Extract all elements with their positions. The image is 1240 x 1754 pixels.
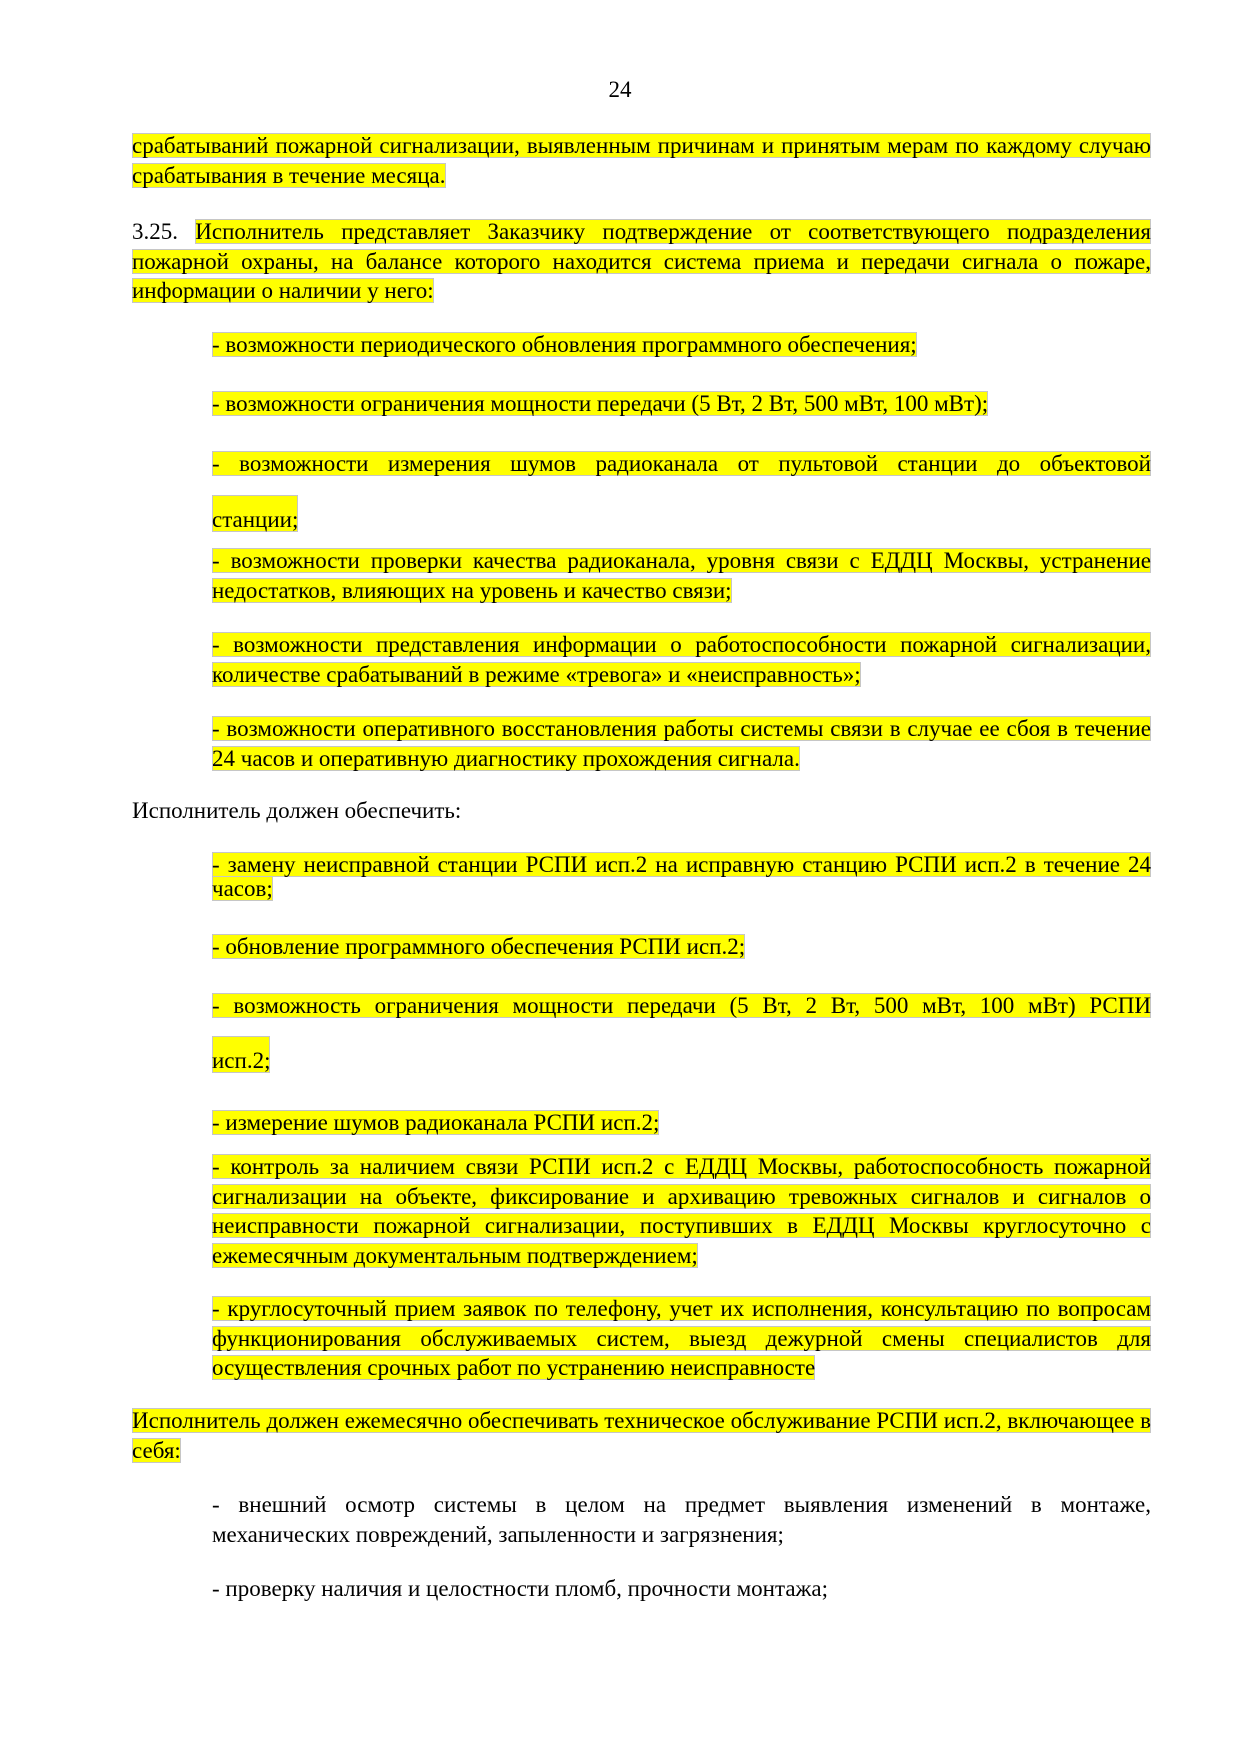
highlighted-text: Исполнитель должен ежемесячно обеспечивать техническое обслуживание РСПИ исп.2, включающее в себя: [132,1408,1151,1463]
section-heading-highlighted [132,1406,1151,1465]
list-item: - проверку наличия и целостности пломб, прочности монтажа; [212,1576,829,1601]
highlighted-text: - возможности периодического обновления программного обеспечения; [212,332,917,357]
highlighted-text: исп.2; [212,1036,270,1073]
list-item-continuation [212,500,1151,540]
section-heading: Исполнитель должен обеспечить: [132,798,462,823]
clause-number: 3.25. [132,219,178,244]
highlighted-text: - возможности измерения шумов радиоканала от пультовой станции до объектовой [212,451,1151,476]
paragraph-3-25 [132,217,1151,306]
list-item [212,389,1151,419]
list-item [212,630,1151,689]
highlighted-text: - возможность ограничения мощности передачи (5 Вт, 2 Вт, 500 мВт, 100 мВт) РСПИ [212,993,1151,1018]
highlighted-text: - измерение шумов радиоканала РСПИ исп.2; [212,1110,660,1135]
list-item [212,1294,1151,1383]
paragraph-3-24-continuation [132,131,1151,190]
list-item [212,449,1151,479]
list-item [212,330,1151,360]
list-item-continuation [212,1041,1151,1081]
list-item: - внешний осмотр системы в целом на предмет выявления изменений в монтаже, механических повреждений, запыленности и загрязнения; [212,1492,1151,1547]
list-item [212,853,1151,901]
list-item [212,714,1151,773]
highlighted-text: - круглосуточный прием заявок по телефону, учет их исполнения, консультацию по вопросам функционирования обслуживаемых систем, выезд дежурной смены специалистов для осуществления срочных работ по устранению неисправносте [212,1296,1151,1380]
highlighted-text: - обновление программного обеспечения РСПИ исп.2; [212,934,746,959]
highlighted-text: Исполнитель представляет Заказчику подтверждение от соответствующего подразделения пожарной охраны, на балансе которого находится система приема и передачи сигнала о пожаре, информации о наличии у него: [132,219,1151,303]
highlighted-text: - возможности ограничения мощности передачи (5 Вт, 2 Вт, 500 мВт, 100 мВт); [212,391,989,416]
list-item [212,546,1151,605]
highlighted-text: - возможности представления информации о работоспособности пожарной сигнализации, количестве срабатываний в режиме «тревога» и «неисправность»; [212,632,1151,687]
highlighted-text: - контроль за наличием связи РСПИ исп.2 с ЕДДЦ Москвы, работоспособность пожарной сигнализации на объекте, фиксирование и архивацию тревожных сигналов и сигналов о неисправности пожарной сигнализации, поступивших в ЕДДЦ Москвы круглосуточно с ежемесячным документальным подтверждением; [212,1154,1151,1268]
highlighted-text: срабатываний пожарной сигнализации, выявленным причинам и принятым мерам по каждому случаю срабатывания в течение месяца. [132,133,1151,188]
list-item [212,1108,1151,1138]
highlighted-text: станции; [212,495,298,532]
list-item [212,1152,1151,1270]
list-item [212,932,1151,962]
highlighted-text: - возможности оперативного восстановления работы системы связи в случае ее сбоя в течение 24 часов и оперативную диагностику прохождения сигнала. [212,716,1151,771]
page-number: 24 [608,77,632,102]
highlighted-text: - замену неисправной станции РСПИ исп.2 на исправную станцию РСПИ исп.2 в течение 24 часов; [212,852,1151,901]
list-item [212,991,1151,1021]
highlighted-text: - возможности проверки качества радиоканала, уровня связи с ЕДДЦ Москвы, устранение недостатков, влияющих на уровень и качество связи; [212,548,1151,603]
